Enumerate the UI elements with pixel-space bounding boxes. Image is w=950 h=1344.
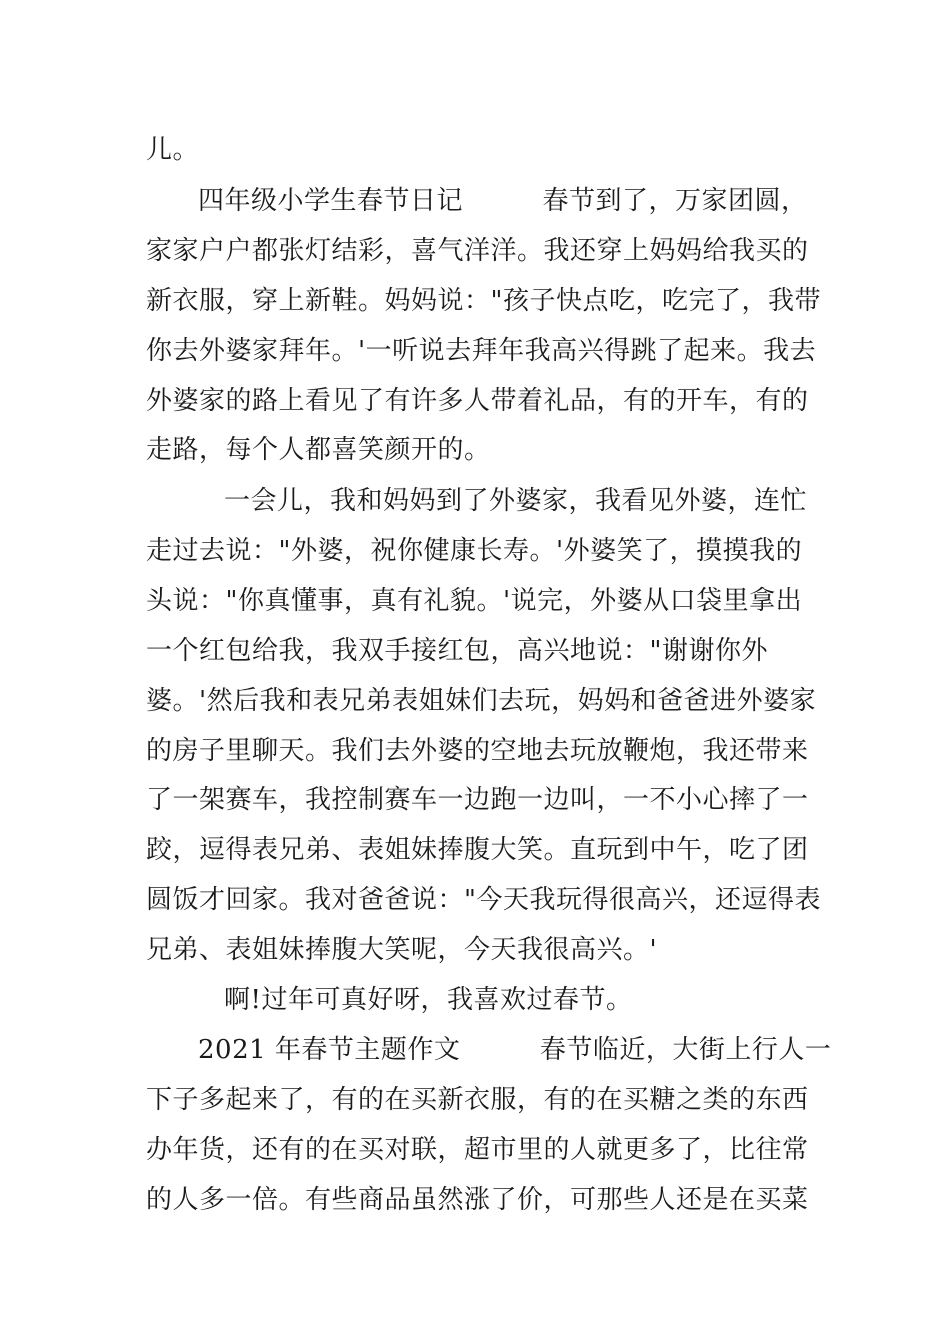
text-line: 四年级小学生春节日记 春节到了，万家团圆， (198, 186, 808, 216)
text-line: 跤，逗得表兄弟、表姐妹捧腹大笑。直玩到中午，吃了团 (146, 835, 809, 865)
text-line: 办年货，还有的在买对联，超市里的人就更多了，比往常 (146, 1135, 809, 1165)
text-line: 外婆家的路上看见了有许多人带着礼品，有的开车，有的 (146, 386, 809, 416)
text-line: 家家户户都张灯结彩，喜气洋洋。我还穿上妈妈给我买的 (146, 236, 809, 266)
text-line: 一会儿，我和妈妈到了外婆家，我看见外婆，连忙 (224, 486, 808, 516)
text-line: 一个红包给我，我双手接红包，高兴地说："谢谢你外 (146, 636, 768, 666)
text-line: 走路，每个人都喜笑颜开的。 (146, 435, 491, 465)
text-line: 婆。'然后我和表兄弟表姐妹们去玩，妈妈和爸爸进外婆家 (146, 686, 817, 716)
text-line: 2021 年春节主题作文 春节临近，大街上行人一 (198, 1035, 832, 1065)
text-line: 儿。 (146, 135, 200, 165)
text-line: 下子多起来了，有的在买新衣服，有的在买糖之类的东西 (146, 1085, 809, 1115)
text-line: 新衣服，穿上新鞋。妈妈说："孩子快点吃，吃完了，我带 (146, 286, 821, 316)
text-line: 走过去说："外婆，祝你健康长寿。'外婆笑了，摸摸我的 (146, 536, 803, 566)
text-line: 了一架赛车，我控制赛车一边跑一边叫，一不小心摔了一 (146, 785, 809, 815)
text-line: 圆饭才回家。我对爸爸说："今天我玩得很高兴，还逗得表 (146, 885, 821, 915)
text-line: 头说："你真懂事，真有礼貌。'说完，外婆从口袋里拿出 (146, 586, 803, 616)
text-line: 你去外婆家拜年。'一听说去拜年我高兴得跳了起来。我去 (146, 336, 817, 366)
text-line: 啊!过年可真好呀，我喜欢过春节。 (224, 985, 633, 1015)
text-line: 的人多一倍。有些商品虽然涨了价，可那些人还是在买菜 (146, 1185, 809, 1215)
text-line: 兄弟、表姐妹捧腹大笑呢，今天我很高兴。' (146, 935, 658, 965)
text-line: 的房子里聊天。我们去外婆的空地去玩放鞭炮，我还带来 (146, 736, 809, 766)
